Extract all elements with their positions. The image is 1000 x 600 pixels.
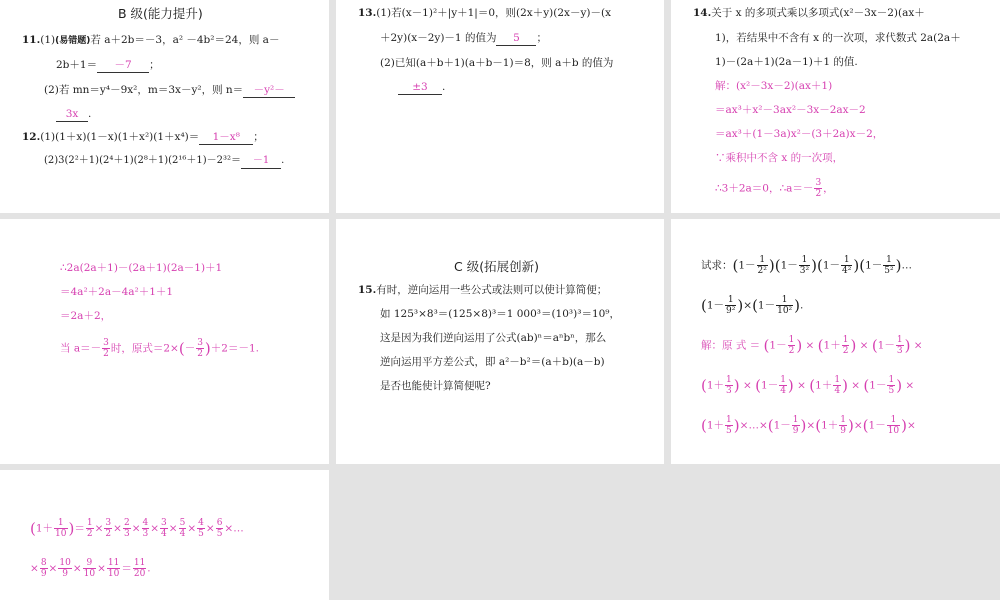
answer-blank: 5: [496, 31, 536, 46]
solution-line9: 当 a＝－ $\frac{3}{2}$ 时，原式＝2×(－ $\frac{3}{2}$ )＋2＝－1.: [60, 338, 259, 359]
expr-line2: (1－ $\frac{1}{\text{9²}}$ )×(1－ $\frac{1}{\text{10²}}$ ).: [701, 295, 804, 316]
panel-q14-continued: [0, 219, 329, 464]
result-line1: (1＋ $\frac{1}{10}$ )＝ $\frac{1}{2}$ × $\frac{3}{2}$ × $\frac{2}{3}$ × $\frac{4}{3}$ × $\frac{3}{4}$ × $\frac{5}{4}$ × $\frac{4}{5}$ × $\frac{6}{5}$ ×…: [30, 518, 244, 539]
answer-blank: ±3: [398, 80, 442, 95]
panel-q14: [671, 0, 1000, 213]
solution-line4: ∵乘积中不含 x 的一次项，: [715, 152, 844, 164]
solution-line6: ∴2a(2a＋1)－(2a＋1)(2a－1)＋1: [60, 262, 223, 274]
panel-c-level: [336, 219, 664, 464]
solution-line2: ＝ax³＋x²－3ax²－3x－2ax－2: [715, 104, 866, 116]
answer-blank: －7: [97, 58, 149, 73]
q15-line5: 是否也能使计算简便呢?: [380, 380, 491, 392]
panel-b-level: [0, 0, 329, 213]
q11-part2-line1: (2)若 mn＝y⁴－9x²，m＝3x－y²，则 n＝ －y²－: [44, 83, 295, 98]
panel-q15-expression: [671, 219, 1000, 464]
q13-part2-line2: ±3 .: [398, 80, 445, 95]
q14-line1: 14.关于 x 的多项式乘以多项式(x²－3x－2)(ax＋: [693, 7, 925, 19]
section-title-b: B 级(能力提升): [118, 6, 203, 21]
answer-blank: 1－x⁸: [199, 130, 253, 145]
q11-line1: 11.(1)(易错题)若 a＋2b＝－3，a² －4b²＝24，则 a－: [22, 34, 280, 46]
easy-mistake-tag: (易错题): [55, 36, 91, 46]
expr-line1: 试求：(1－ $\frac{1}{\text{2²}}$ )(1－ $\frac{1}{\text{3²}}$ )(1－ $\frac{1}{\text{4²}}$ )(1－ $\frac{1}{\text{5²}}$ )…: [701, 255, 912, 276]
q13-line1: 13.(1)若(x－1)²＋|y＋1|＝0，则(2x＋y)(2x－y)－(x: [358, 7, 611, 19]
q11-line2: 2b＋1＝ －7 ；: [56, 59, 160, 71]
fraction: $\frac{3}{2}$: [103, 338, 109, 359]
answer-blank: －1: [241, 154, 281, 169]
q13-line2: ＋2y)(x－2y)－1 的值为 5 ；: [380, 32, 547, 44]
solution-line5: ∴3＋2a＝0，∴a＝－ $\frac{3}{2}$ ，: [715, 178, 834, 199]
solution-expand-line2: (1＋ $\frac{1}{3}$ ) × (1－ $\frac{1}{4}$ ) × (1＋ $\frac{1}{4}$ ) × (1－ $\frac{1}{5}$ ) ×: [701, 375, 915, 396]
q15-line4: 逆向运用平方差公式，即 a²－b²＝(a＋b)(a－b): [380, 356, 605, 368]
panel-q15-result: [0, 470, 329, 600]
fraction: $\frac{3}{2}$: [197, 338, 203, 359]
q15-line1: 15.有时，逆向运用一些公式或法则可以使计算简便；: [358, 284, 608, 296]
solution-line8: ＝2a＋2，: [60, 310, 112, 322]
q12-line1: 12.(1)(1＋x)(1－x)(1＋x²)(1＋x⁴)＝ 1－x⁸ ；: [22, 131, 264, 143]
solution-expand-line1: 解：原 式 ＝ (1－ $\frac{1}{2}$ ) × (1＋ $\frac{1}{2}$ ) × (1－ $\frac{1}{3}$ ) ×: [701, 335, 923, 356]
section-title-c: C 级(拓展创新): [454, 259, 539, 274]
solution-expand-line3: (1＋ $\frac{1}{5}$ )×…×(1－ $\frac{1}{9}$ )×(1＋ $\frac{1}{9}$ )×(1－ $\frac{1}{10}$ )×: [701, 415, 916, 436]
solution-line1: 解：(x²－3x－2)(ax＋1): [715, 80, 833, 92]
q15-line2: 如 125³×8³＝(125×8)³＝1 000³＝(10³)³＝10⁹，: [380, 308, 621, 320]
q15-line3: 这是因为我们逆向运用了公式(ab)ⁿ＝aⁿbⁿ，那么: [380, 332, 607, 344]
result-line2: × $\frac{8}{9}$ × $\frac{10}{9}$ × $\frac{9}{10}$ × $\frac{11}{10}$ ＝ $\frac{11}{20}$ .: [30, 558, 151, 579]
solution-line7: ＝4a²＋2a－4a²＋1＋1: [60, 286, 174, 298]
panel-q13: [336, 0, 664, 213]
q14-line3: 1)－(2a＋1)(2a－1)＋1 的值.: [715, 56, 858, 68]
solution-line3: ＝ax³＋(1－3a)x²－(3＋2a)x－2，: [715, 128, 884, 140]
fraction: $\frac{3}{2}$: [815, 178, 822, 199]
q14-line2: 1)，若结果中不含有 x 的一次项，求代数式 2a(2a＋: [715, 32, 961, 44]
q11-part2-line2: 3x .: [56, 107, 91, 122]
answer-blank: －y²－: [243, 83, 295, 98]
q12-line2: (2)3(2²＋1)(2⁴＋1)(2⁸＋1)(2¹⁶＋1)－2³²＝ －1 .: [44, 154, 284, 169]
answer-blank: 3x: [56, 107, 88, 122]
q13-part2-line1: (2)已知(a＋b＋1)(a＋b－1)＝8，则 a＋b 的值为: [380, 57, 614, 69]
